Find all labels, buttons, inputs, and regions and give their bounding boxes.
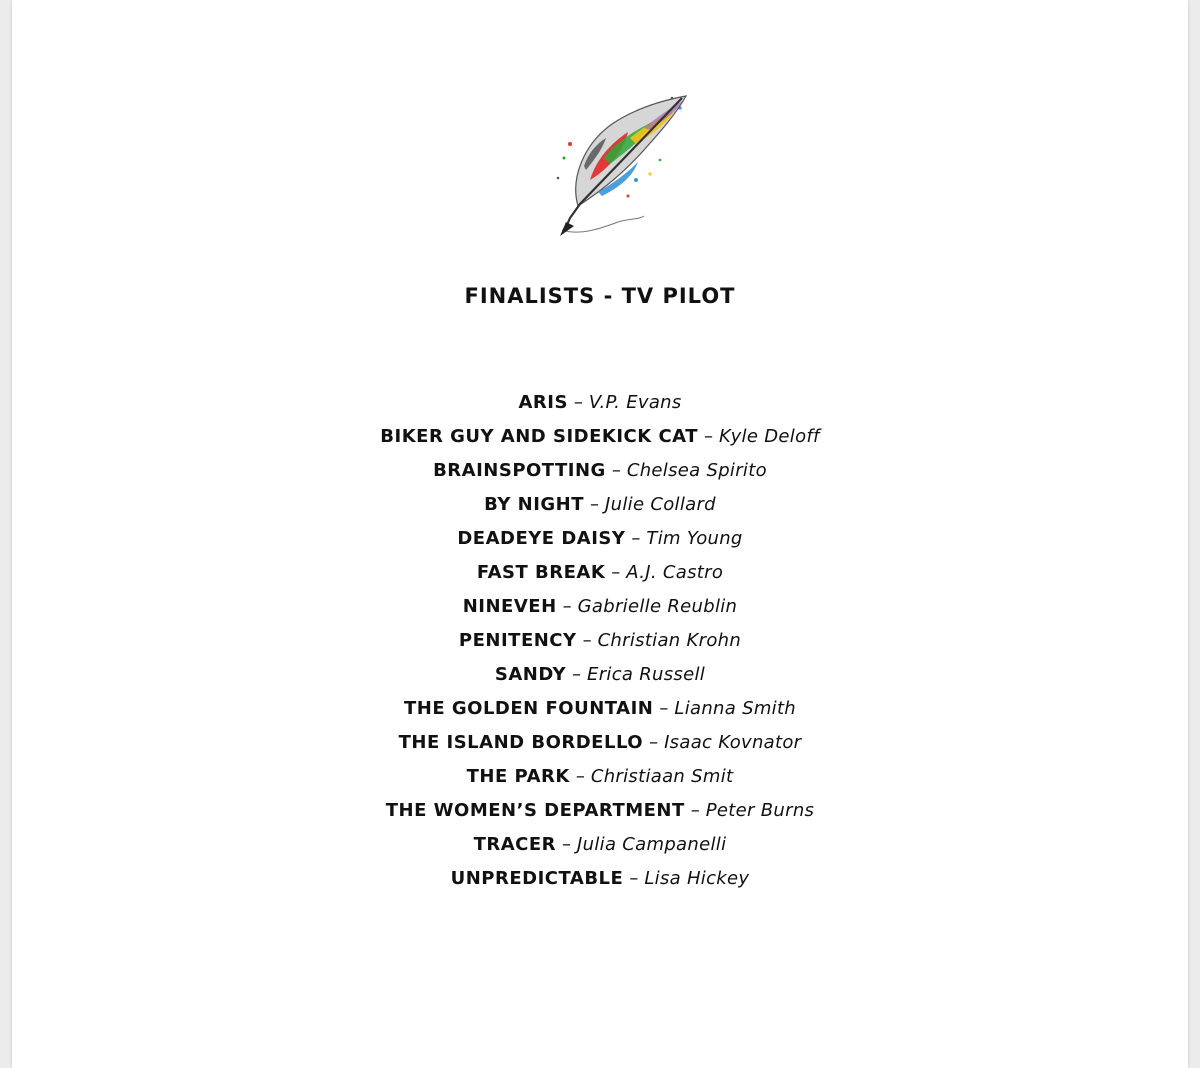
finalist-title: THE ISLAND BORDELLO bbox=[398, 732, 644, 753]
separator-dash: – bbox=[573, 392, 583, 413]
list-item bbox=[12, 796, 1188, 830]
finalist-title: UNPREDICTABLE bbox=[450, 868, 624, 889]
separator-dash: – bbox=[690, 800, 700, 821]
finalist-title: THE GOLDEN FOUNTAIN bbox=[403, 698, 654, 719]
finalist-title: ARIS bbox=[518, 392, 568, 413]
list-item bbox=[12, 490, 1188, 524]
list-item bbox=[12, 864, 1188, 898]
separator-dash: – bbox=[659, 698, 669, 719]
separator-dash: – bbox=[562, 834, 572, 855]
finalist-author: Isaac Kovnator bbox=[664, 732, 802, 753]
list-item bbox=[12, 660, 1188, 694]
finalist-author: A.J. Castro bbox=[626, 562, 724, 583]
separator-dash: – bbox=[649, 732, 659, 753]
finalist-author: Julie Collard bbox=[605, 494, 716, 515]
finalists-list bbox=[12, 388, 1188, 898]
list-item bbox=[12, 626, 1188, 660]
list-item bbox=[12, 728, 1188, 762]
finalist-author: Lisa Hickey bbox=[644, 868, 750, 889]
finalist-author: Erica Russell bbox=[587, 664, 706, 685]
page-heading: FINALISTS - TV PILOT bbox=[464, 284, 736, 308]
separator-dash: – bbox=[629, 868, 639, 889]
separator-dash: – bbox=[572, 664, 582, 685]
feather-quill-pen-icon bbox=[540, 88, 694, 240]
finalist-author: V.P. Evans bbox=[588, 392, 682, 413]
separator-dash: – bbox=[582, 630, 592, 651]
finalist-title: BRAINSPOTTING bbox=[433, 460, 606, 481]
list-item bbox=[12, 694, 1188, 728]
finalist-author: Christian Krohn bbox=[597, 630, 742, 651]
finalist-author: Chelsea Spirito bbox=[626, 460, 767, 481]
list-item bbox=[12, 830, 1188, 864]
finalist-title: PENITENCY bbox=[458, 630, 577, 651]
list-item bbox=[12, 558, 1188, 592]
list-item bbox=[12, 456, 1188, 490]
separator-dash: – bbox=[611, 562, 621, 583]
separator-dash: – bbox=[611, 460, 621, 481]
list-item bbox=[12, 762, 1188, 796]
separator-dash: – bbox=[575, 766, 585, 787]
finalist-title: NINEVEH bbox=[462, 596, 557, 617]
separator-dash: – bbox=[631, 528, 641, 549]
document-page bbox=[12, 0, 1188, 1068]
finalist-author: Lianna Smith bbox=[674, 698, 797, 719]
list-item bbox=[12, 388, 1188, 422]
finalist-title: SANDY bbox=[494, 664, 567, 685]
list-item bbox=[12, 524, 1188, 558]
finalist-title: THE PARK bbox=[466, 766, 570, 787]
finalist-author: Kyle Deloff bbox=[718, 426, 820, 447]
finalist-title: THE WOMEN’S DEPARTMENT bbox=[385, 800, 685, 821]
separator-dash: – bbox=[562, 596, 572, 617]
finalist-author: Christiaan Smit bbox=[590, 766, 734, 787]
finalist-title: TRACER bbox=[473, 834, 557, 855]
finalist-author: Tim Young bbox=[646, 528, 743, 549]
finalist-author: Peter Burns bbox=[705, 800, 815, 821]
separator-dash: – bbox=[590, 494, 600, 515]
finalist-title: FAST BREAK bbox=[476, 562, 606, 583]
finalist-title: DEADEYE DAISY bbox=[457, 528, 626, 549]
separator-dash: – bbox=[703, 426, 713, 447]
list-item bbox=[12, 422, 1188, 456]
finalist-author: Gabrielle Reublin bbox=[577, 596, 738, 617]
finalist-title: BY NIGHT bbox=[484, 494, 585, 515]
list-item bbox=[12, 592, 1188, 626]
finalist-author: Julia Campanelli bbox=[577, 834, 727, 855]
finalist-title: BIKER GUY AND SIDEKICK CAT bbox=[380, 426, 698, 447]
